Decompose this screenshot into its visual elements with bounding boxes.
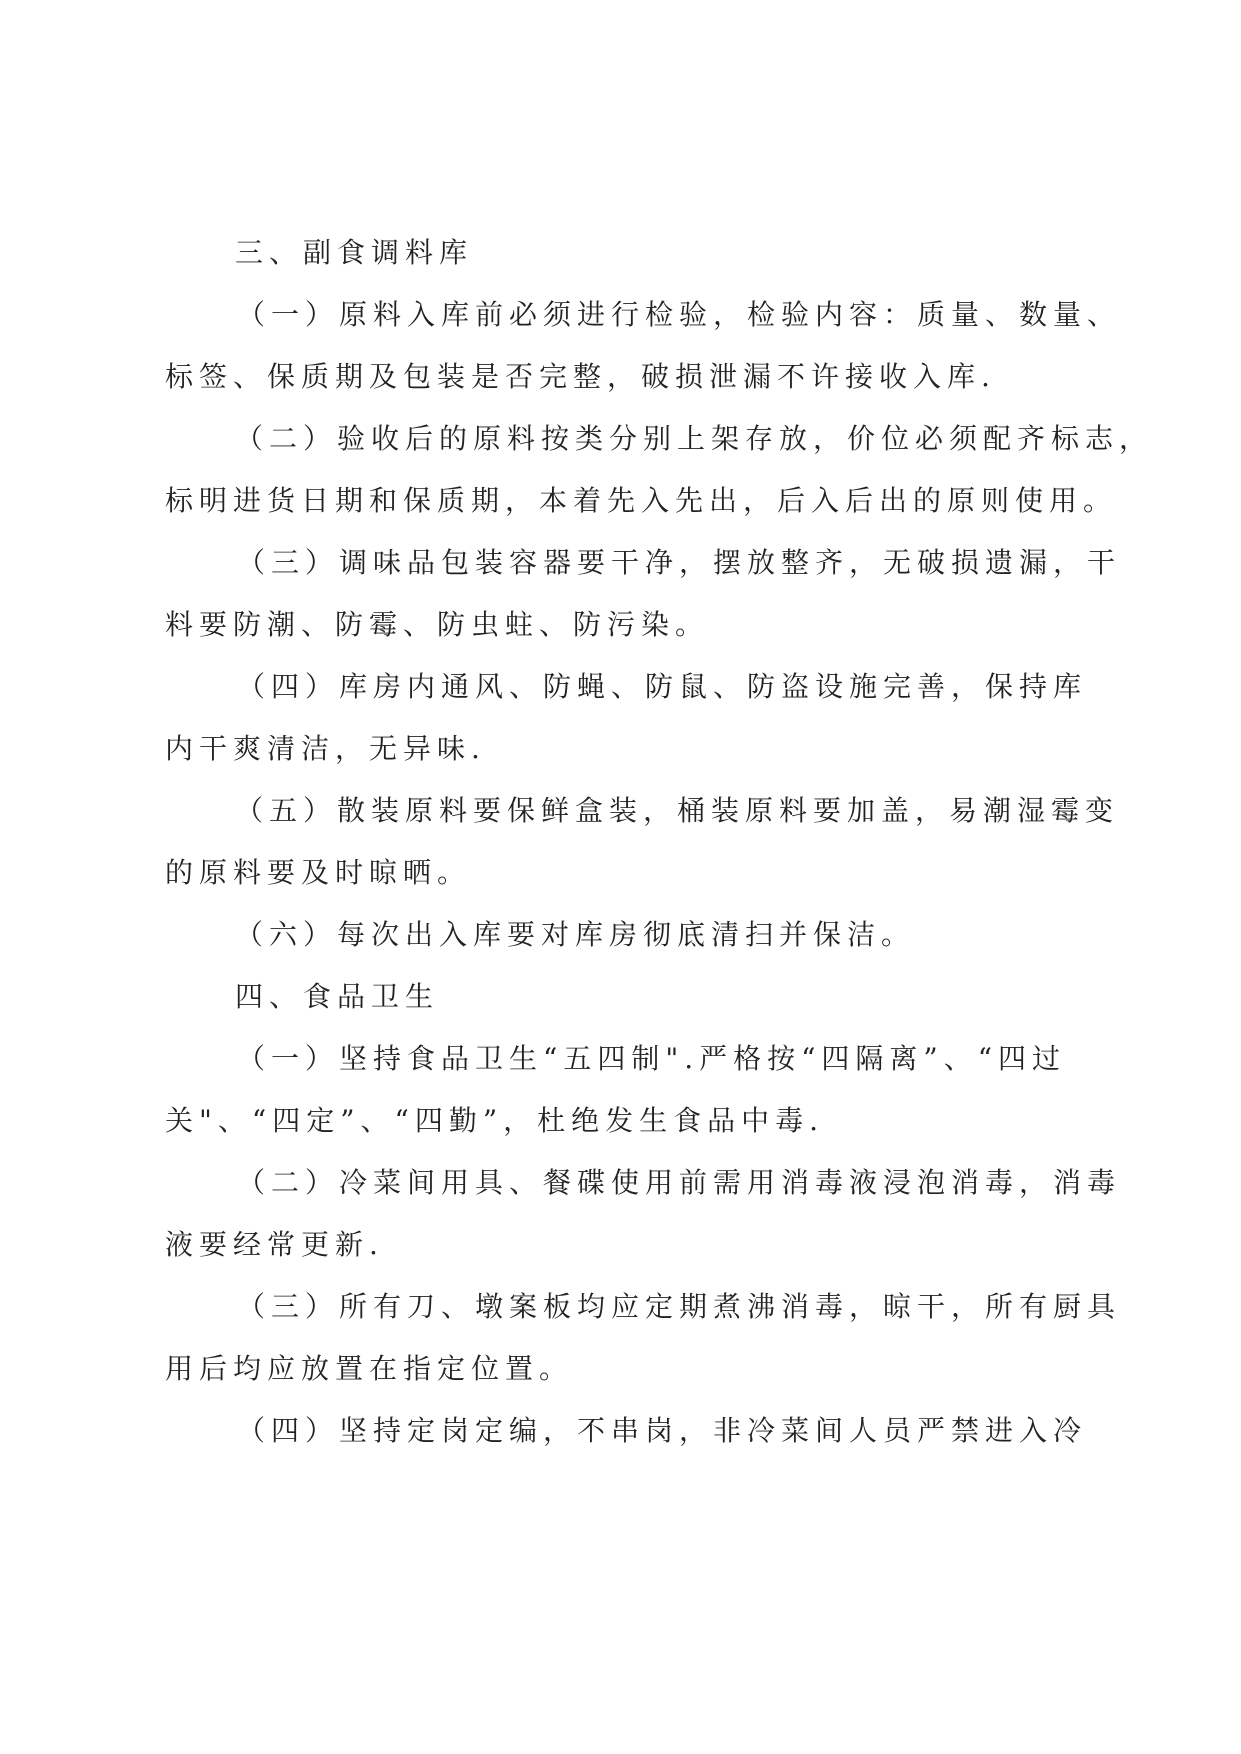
paragraph-line: 液要经常更新. <box>165 1228 384 1261</box>
paragraph-line: 内干爽清洁，无异味. <box>165 732 486 765</box>
paragraph-line: （五）散装原料要保鲜盒装，桶装原料要加盖，易潮湿霉变 <box>235 794 1120 827</box>
paragraph-line: （三）所有刀、墩案板均应定期煮沸消毒，晾干，所有厨具 <box>237 1290 1122 1323</box>
paragraph-line: 料要防潮、防霉、防虫蛀、防污染。 <box>165 608 710 641</box>
paragraph-line: 关"、“四定”、“四勤”，杜绝发生食品中毒. <box>165 1104 825 1137</box>
paragraph-line: （一）坚持食品卫生“五四制".严格按“四隔离”、“四过 <box>237 1042 1067 1075</box>
paragraph-line: 用后均应放置在指定位置。 <box>165 1352 574 1385</box>
paragraph-line: （三）调味品包装容器要干净，摆放整齐，无破损遗漏，干 <box>237 546 1122 579</box>
section-heading-3: 三、副食调料库 <box>235 236 474 269</box>
paragraph-line: （四）库房内通风、防蝇、防鼠、防盗设施完善，保持库 <box>237 670 1088 703</box>
document-page <box>165 222 1154 1462</box>
paragraph-line: （四）坚持定岗定编，不串岗，非冷菜间人员严禁进入冷 <box>237 1414 1088 1447</box>
paragraph-line: 标签、保质期及包装是否完整，破损泄漏不许接收入库. <box>165 360 996 393</box>
paragraph-line: （二）验收后的原料按类分别上架存放，价位必须配齐标志， <box>235 422 1154 455</box>
paragraph-line: （六）每次出入库要对库房彻底清扫并保洁。 <box>235 918 916 951</box>
paragraph-line: （二）冷菜间用具、餐碟使用前需用消毒液浸泡消毒，消毒 <box>237 1166 1122 1199</box>
paragraph-line: 标明进货日期和保质期，本着先入先出，后入后出的原则使用。 <box>165 484 1118 517</box>
paragraph-line: 的原料要及时晾晒。 <box>165 856 472 889</box>
section-heading-4: 四、食品卫生 <box>235 980 440 1013</box>
paragraph-line: （一）原料入库前必须进行检验，检验内容：质量、数量、 <box>237 298 1122 331</box>
